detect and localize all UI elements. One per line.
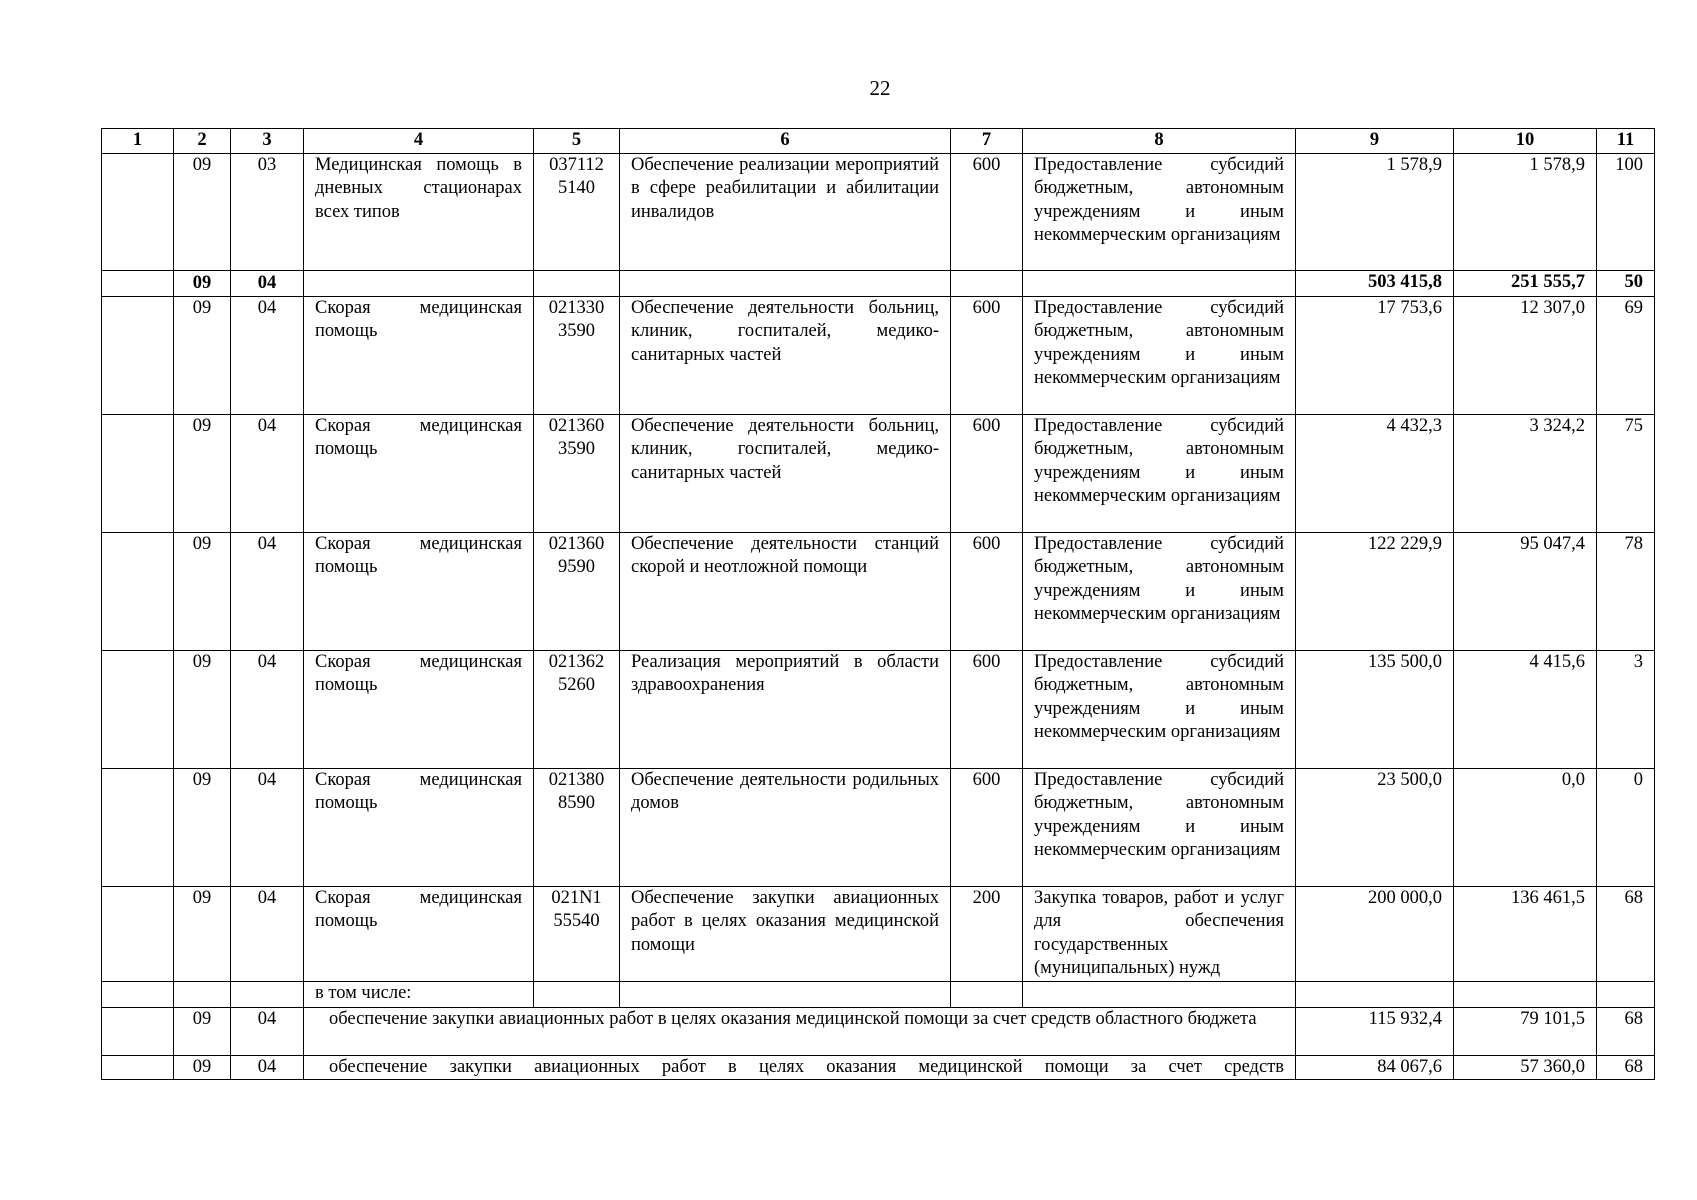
sub-row — [102, 1007, 1655, 1055]
percent-cell: 68 — [1597, 1055, 1655, 1080]
subsection-code-cell: 04 — [231, 532, 304, 650]
plan-amount-cell: 135 500,0 — [1296, 650, 1454, 768]
expense-kind-code-cell: 600 — [951, 768, 1023, 886]
expense-kind-name-cell: Предоставление субсидий бюджетным, автономным учреждениям и иным некоммерческим организациям — [1023, 768, 1296, 886]
subsection-code-cell: 04 — [231, 886, 304, 981]
fact-amount-cell: 57 360,0 — [1454, 1055, 1597, 1080]
table-row — [102, 296, 1655, 414]
column-header: 4 — [304, 129, 534, 154]
table-row — [102, 153, 1655, 270]
column-header: 8 — [1023, 129, 1296, 154]
target-code-cell: 021362 5260 — [534, 650, 620, 768]
subsection-code-cell: 04 — [231, 414, 304, 532]
plan-amount-cell: 23 500,0 — [1296, 768, 1454, 886]
column-header: 11 — [1597, 129, 1655, 154]
row-number-cell — [102, 768, 174, 886]
row-number-cell — [102, 270, 174, 296]
plan-amount-cell: 200 000,0 — [1296, 886, 1454, 981]
expense-kind-code-cell: 600 — [951, 296, 1023, 414]
purpose-cell: Реализация мероприятий в области здравоохранения — [620, 650, 951, 768]
table-row — [102, 532, 1655, 650]
target-code-cell: 037112 5140 — [534, 153, 620, 270]
expense-kind-code-cell: 600 — [951, 532, 1023, 650]
empty-cell — [534, 981, 620, 1007]
fact-amount-cell: 4 415,6 — [1454, 650, 1597, 768]
column-header: 5 — [534, 129, 620, 154]
header-row — [102, 129, 1655, 154]
target-code-cell: 021360 9590 — [534, 532, 620, 650]
fact-amount-cell: 12 307,0 — [1454, 296, 1597, 414]
purpose-cell: Обеспечение реализации мероприятий в сфере реабилитации и абилитации инвалидов — [620, 153, 951, 270]
name-cell: Скорая медицинская помощь — [304, 532, 534, 650]
fact-amount-cell: 79 101,5 — [1454, 1007, 1597, 1055]
table-row — [102, 650, 1655, 768]
column-header: 3 — [231, 129, 304, 154]
empty-cell — [231, 981, 304, 1007]
table-row — [102, 768, 1655, 886]
subsection-code-cell: 04 — [231, 650, 304, 768]
plan-amount-cell: 84 067,6 — [1296, 1055, 1454, 1080]
plan-amount-cell: 4 432,3 — [1296, 414, 1454, 532]
subsection-code-cell: 04 — [231, 1055, 304, 1080]
section-code-cell: 09 — [174, 886, 231, 981]
fact-amount-cell: 0,0 — [1454, 768, 1597, 886]
budget-table — [101, 128, 1655, 1080]
column-header: 10 — [1454, 129, 1597, 154]
section-code-cell: 09 — [174, 1055, 231, 1080]
plan-amount-cell: 1 578,9 — [1296, 153, 1454, 270]
percent-cell: 69 — [1597, 296, 1655, 414]
expense-kind-name-cell: Предоставление субсидий бюджетным, автономным учреждениям и иным некоммерческим организациям — [1023, 414, 1296, 532]
subtotal-row — [102, 270, 1655, 296]
sub-row-description: обеспечение закупки авиационных работ в целях оказания медицинской помощи за счет средств областного бюджета — [304, 1007, 1296, 1055]
table-row — [102, 886, 1655, 981]
table-row — [102, 414, 1655, 532]
percent-cell: 68 — [1597, 1007, 1655, 1055]
section-code-cell: 09 — [174, 650, 231, 768]
purpose-cell: Обеспечение деятельности больниц, клиник, госпиталей, медико-санитарных частей — [620, 414, 951, 532]
percent-cell: 68 — [1597, 886, 1655, 981]
plan-amount-cell: 503 415,8 — [1296, 270, 1454, 296]
percent-cell: 100 — [1597, 153, 1655, 270]
row-number-cell — [102, 886, 174, 981]
row-number-cell — [102, 650, 174, 768]
name-cell: Скорая медицинская помощь — [304, 650, 534, 768]
section-code-cell: 09 — [174, 1007, 231, 1055]
name-cell: Медицинская помощь в дневных стационарах всех типов — [304, 153, 534, 270]
purpose-cell: Обеспечение закупки авиационных работ в целях оказания медицинской помощи — [620, 886, 951, 981]
including-label-row — [102, 981, 1655, 1007]
empty-cell — [1023, 981, 1296, 1007]
fact-amount-cell: 95 047,4 — [1454, 532, 1597, 650]
percent-cell: 78 — [1597, 532, 1655, 650]
including-label: в том числе: — [304, 981, 534, 1007]
column-header: 6 — [620, 129, 951, 154]
purpose-cell: Обеспечение деятельности родильных домов — [620, 768, 951, 886]
subsection-code-cell: 03 — [231, 153, 304, 270]
target-code-cell — [534, 270, 620, 296]
expense-kind-name-cell: Предоставление субсидий бюджетным, автономным учреждениям и иным некоммерческим организациям — [1023, 650, 1296, 768]
name-cell — [304, 270, 534, 296]
fact-amount-cell: 1 578,9 — [1454, 153, 1597, 270]
fact-amount-cell: 3 324,2 — [1454, 414, 1597, 532]
row-number-cell — [102, 414, 174, 532]
expense-kind-name-cell: Предоставление субсидий бюджетным, автономным учреждениям и иным некоммерческим организациям — [1023, 532, 1296, 650]
column-header: 1 — [102, 129, 174, 154]
percent-cell: 75 — [1597, 414, 1655, 532]
column-header: 7 — [951, 129, 1023, 154]
expense-kind-code-cell: 600 — [951, 153, 1023, 270]
empty-cell — [102, 981, 174, 1007]
empty-cell — [1296, 981, 1454, 1007]
percent-cell: 50 — [1597, 270, 1655, 296]
purpose-cell: Обеспечение деятельности станций скорой и неотложной помощи — [620, 532, 951, 650]
expense-kind-name-cell: Предоставление субсидий бюджетным, автономным учреждениям и иным некоммерческим организациям — [1023, 153, 1296, 270]
column-header: 9 — [1296, 129, 1454, 154]
empty-cell — [102, 1007, 174, 1055]
target-code-cell: 021360 3590 — [534, 414, 620, 532]
page-number: 22 — [869, 76, 891, 100]
section-code-cell: 09 — [174, 768, 231, 886]
sub-row — [102, 1055, 1655, 1080]
column-header: 2 — [174, 129, 231, 154]
expense-kind-code-cell: 600 — [951, 414, 1023, 532]
row-number-cell — [102, 153, 174, 270]
percent-cell: 0 — [1597, 768, 1655, 886]
plan-amount-cell: 122 229,9 — [1296, 532, 1454, 650]
fact-amount-cell: 251 555,7 — [1454, 270, 1597, 296]
purpose-cell — [620, 270, 951, 296]
plan-amount-cell: 115 932,4 — [1296, 1007, 1454, 1055]
section-code-cell: 09 — [174, 270, 231, 296]
section-code-cell: 09 — [174, 414, 231, 532]
subsection-code-cell: 04 — [231, 270, 304, 296]
subsection-code-cell: 04 — [231, 296, 304, 414]
expense-kind-code-cell: 600 — [951, 650, 1023, 768]
name-cell: Скорая медицинская помощь — [304, 414, 534, 532]
section-code-cell: 09 — [174, 296, 231, 414]
empty-cell — [1454, 981, 1597, 1007]
target-code-cell: 021380 8590 — [534, 768, 620, 886]
section-code-cell: 09 — [174, 532, 231, 650]
empty-cell — [174, 981, 231, 1007]
expense-kind-name-cell: Предоставление субсидий бюджетным, автономным учреждениям и иным некоммерческим организациям — [1023, 296, 1296, 414]
name-cell: Скорая медицинская помощь — [304, 296, 534, 414]
section-code-cell: 09 — [174, 153, 231, 270]
percent-cell: 3 — [1597, 650, 1655, 768]
empty-cell — [1597, 981, 1655, 1007]
empty-cell — [620, 981, 951, 1007]
plan-amount-cell: 17 753,6 — [1296, 296, 1454, 414]
purpose-cell: Обеспечение деятельности больниц, клиник, госпиталей, медико-санитарных частей — [620, 296, 951, 414]
name-cell: Скорая медицинская помощь — [304, 768, 534, 886]
empty-cell — [951, 981, 1023, 1007]
fact-amount-cell: 136 461,5 — [1454, 886, 1597, 981]
subsection-code-cell: 04 — [231, 1007, 304, 1055]
target-code-cell: 021N1 55540 — [534, 886, 620, 981]
expense-kind-name-cell: Закупка товаров, работ и услуг для обеспечения государственных (муниципальных) нужд — [1023, 886, 1296, 981]
empty-cell — [102, 1055, 174, 1080]
expense-kind-name-cell — [1023, 270, 1296, 296]
subsection-code-cell: 04 — [231, 768, 304, 886]
expense-kind-code-cell — [951, 270, 1023, 296]
expense-kind-code-cell: 200 — [951, 886, 1023, 981]
name-cell: Скорая медицинская помощь — [304, 886, 534, 981]
target-code-cell: 021330 3590 — [534, 296, 620, 414]
row-number-cell — [102, 296, 174, 414]
row-number-cell — [102, 532, 174, 650]
sub-row-description: обеспечение закупки авиационных работ в целях оказания медицинской помощи за счет средств — [304, 1055, 1296, 1080]
